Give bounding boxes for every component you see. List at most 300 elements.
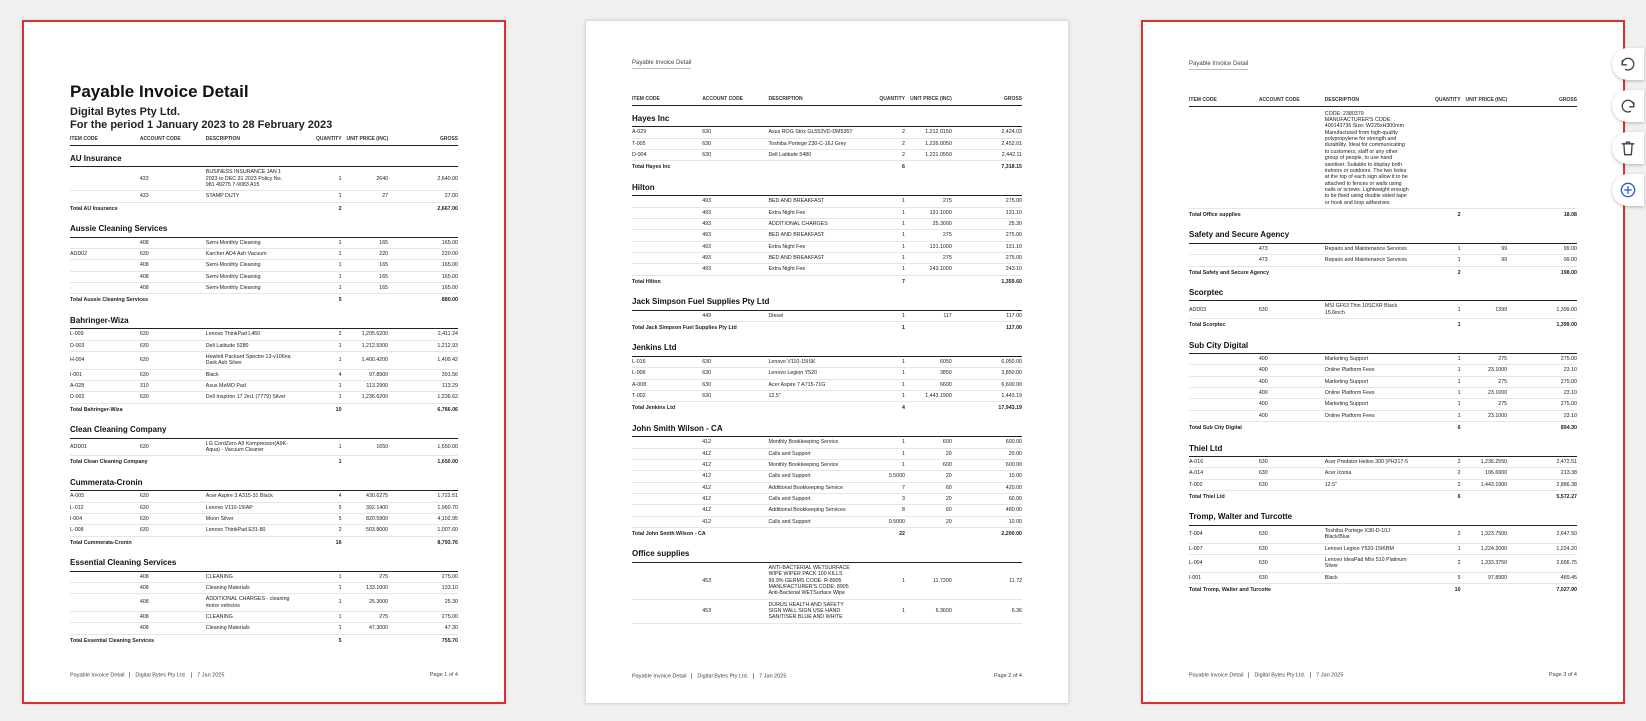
column-header-account-code: ACCOUNT CODE [140, 137, 206, 145]
total-price [342, 202, 389, 216]
group-total-row [632, 528, 1022, 542]
item-code: A-029 [632, 127, 702, 138]
quantity: 1 [1410, 399, 1460, 410]
description: Monthly Bookkeeping Service [768, 437, 854, 448]
item-code [1189, 399, 1259, 410]
account-code: 630 [140, 369, 206, 380]
total-label: Total AU Insurance [70, 205, 118, 212]
unit-price: 1,236.6200 [342, 392, 389, 403]
table-row [70, 249, 458, 260]
supplier-name: Safety and Secure Agency [1189, 222, 1577, 243]
quantity: 1 [854, 196, 905, 207]
gross: 2,886.38 [1507, 479, 1577, 490]
total-price [1461, 491, 1508, 505]
gross: 275.00 [1507, 376, 1577, 387]
page-footer [1189, 672, 1577, 678]
account-code: 630 [140, 329, 206, 340]
total-label: Total Office supplies [1189, 211, 1241, 218]
quantity: 1 [1410, 255, 1460, 266]
account-code: 630 [140, 438, 206, 456]
total-quantity: 6 [1457, 494, 1461, 501]
total-price [1461, 319, 1508, 333]
quantity: 0.5000 [854, 516, 905, 527]
table-row [70, 340, 458, 351]
account-code: 630 [1259, 543, 1325, 554]
account-code: 400 [1259, 365, 1325, 376]
account-code: 449 [702, 310, 768, 321]
unit-price: 220 [342, 249, 389, 260]
table-row [70, 191, 458, 202]
quantity: 2 [1410, 457, 1460, 468]
unit-price: 6600 [905, 379, 952, 390]
gross: 1,212.93 [388, 340, 458, 351]
group-total-row [70, 202, 458, 216]
account-code: 412 [702, 448, 768, 459]
supplier-name: Hilton [632, 175, 1022, 196]
table-row [632, 505, 1022, 516]
item-code [70, 283, 140, 294]
total-quantity: 2 [338, 205, 342, 212]
gross: 20.00 [952, 448, 1022, 459]
item-code [632, 219, 702, 230]
quantity: 1 [1410, 243, 1460, 254]
total-label: Total Thiel Ltd [1189, 494, 1225, 501]
total-gross: 894.30 [1560, 425, 1577, 432]
description: Calls and Support [768, 493, 854, 504]
description: Extra Night Fee [768, 241, 854, 252]
gross: 131.10 [952, 241, 1022, 252]
table-row [1189, 399, 1577, 410]
account-code: 630 [702, 390, 768, 401]
unit-price: 3850 [905, 368, 952, 379]
account-code: 473 [1259, 243, 1325, 254]
total-label: Total Scorptec [1189, 322, 1226, 329]
unit-price: 99 [1461, 243, 1508, 254]
item-code [1189, 243, 1259, 254]
item-code [632, 310, 702, 321]
account-code: 412 [702, 505, 768, 516]
gross: 23.10 [1507, 365, 1577, 376]
item-code [70, 237, 140, 248]
gross: 213.38 [1507, 468, 1577, 479]
delete-page-button[interactable] [1612, 132, 1644, 164]
description: Dell Latitude 5280 [206, 340, 291, 351]
rotate-clockwise-button[interactable] [1612, 90, 1644, 122]
description: Lenovo V110-15IAP [206, 502, 291, 513]
total-label: Total Jack Simpson Fuel Supplies Pty Ltd [632, 325, 737, 331]
unit-price: 1,212.9300 [342, 340, 389, 351]
description: Acer Aspire 7 A715-71G [768, 379, 854, 390]
table-row [1189, 410, 1577, 421]
description: Calls and Support [768, 471, 854, 482]
supplier-group-header [632, 289, 1022, 310]
table-row [70, 392, 458, 403]
column-header-quantity: QUANTITY [291, 137, 341, 145]
total-label: Total Cummerata-Cronin [70, 539, 132, 546]
quantity: 2 [291, 329, 341, 340]
description: Diesel [768, 310, 854, 321]
account-code: 630 [140, 491, 206, 502]
quantity: 1 [854, 390, 905, 401]
quantity: 1 [291, 249, 341, 260]
gross: 6,050.00 [952, 356, 1022, 367]
gross: 165.00 [388, 283, 458, 294]
page-thumbnail-2[interactable] [585, 20, 1069, 704]
total-price [1461, 208, 1508, 222]
account-code: 630 [140, 525, 206, 536]
supplier-name: Office supplies [632, 541, 1022, 562]
table-row [1189, 468, 1577, 479]
header-row [632, 97, 1022, 105]
gross: 275.00 [952, 196, 1022, 207]
page-footer [70, 672, 458, 678]
quantity: 1 [291, 271, 341, 282]
plus-circle-icon [1618, 180, 1638, 200]
supplier-name: Jenkins Ltd [632, 335, 1022, 356]
table-row [632, 482, 1022, 493]
description: Semi-Monthly Cleaning [206, 260, 291, 271]
account-code: 630 [1259, 457, 1325, 468]
running-header: Payable Invoice Detail [1189, 61, 1248, 70]
quantity: 1 [1410, 365, 1460, 376]
quantity: 1 [854, 459, 905, 470]
table-row [70, 491, 458, 502]
account-code: 433 [140, 167, 206, 191]
unit-price: 23.1000 [1461, 365, 1508, 376]
account-code: 630 [702, 356, 768, 367]
description: Lenovo V110-15ISK [768, 356, 854, 367]
account-code: 493 [702, 253, 768, 264]
table-row [632, 241, 1022, 252]
item-code: L-007 [1189, 543, 1259, 554]
table-row [632, 127, 1022, 138]
total-price [905, 322, 952, 336]
description: Hewlett Packard Spectre 13-v106na Dark Ash Silver [206, 352, 291, 370]
item-code [632, 505, 702, 516]
table-row [70, 329, 458, 340]
description: Toshiba Portege Z30-C-16J Grey [768, 138, 854, 149]
group-total-row [1189, 208, 1577, 222]
item-code: H-004 [70, 352, 140, 370]
account-code: 493 [702, 219, 768, 230]
quantity: 2 [1410, 526, 1460, 544]
gross: 480.00 [952, 505, 1022, 516]
account-code: 493 [702, 230, 768, 241]
quantity: 2 [1410, 555, 1460, 573]
supplier-group-header [632, 335, 1022, 356]
description: BED AND BREAKFAST [768, 196, 854, 207]
item-code: T-002 [1189, 479, 1259, 490]
group-total-row [1189, 266, 1577, 280]
gross: 275.00 [1507, 354, 1577, 365]
unit-price: 99 [1461, 255, 1508, 266]
item-code [1189, 354, 1259, 365]
unit-price: 243.1000 [905, 264, 952, 275]
table-row [1189, 457, 1577, 468]
account-code: 400 [1259, 410, 1325, 421]
item-code: D-002 [70, 392, 140, 403]
total-quantity: 1 [338, 459, 342, 466]
description: Toshiba Portege X30-D-10J Black/Blue [1325, 526, 1410, 544]
account-code: 400 [1259, 388, 1325, 399]
item-code [1189, 376, 1259, 387]
footer-date: 7 Jan 2025 [1316, 672, 1344, 678]
account-code: 473 [1259, 255, 1325, 266]
unit-price: 1,333.3750 [1461, 555, 1508, 573]
account-code: 412 [702, 459, 768, 470]
unit-price: 60 [905, 505, 952, 516]
quantity: 1 [854, 264, 905, 275]
unit-price: 165 [342, 283, 389, 294]
gross: 2,666.75 [1507, 555, 1577, 573]
table-row [632, 230, 1022, 241]
description: Online Platform Fees [1325, 365, 1410, 376]
gross: 600.00 [952, 459, 1022, 470]
footer-report: Payable Invoice Detail [632, 673, 687, 679]
column-header-quantity: QUANTITY [854, 97, 905, 105]
quantity: 1 [291, 381, 341, 392]
unit-price: 25.3000 [342, 594, 389, 612]
account-code: 408 [140, 582, 206, 593]
item-code: ADD02 [70, 249, 140, 260]
item-code [70, 582, 140, 593]
gross: 99.00 [1507, 255, 1577, 266]
account-code: 412 [702, 471, 768, 482]
account-code: 453 [702, 562, 768, 599]
table-body [632, 105, 1022, 623]
account-code: 630 [702, 368, 768, 379]
description: Acer Predator Helios 300 (PH317-5 [1325, 457, 1410, 468]
group-total-row [632, 275, 1022, 289]
trash-icon [1618, 138, 1638, 158]
account-code [1259, 106, 1325, 208]
description: Karcher AD4 Ash Vacuum [206, 249, 291, 260]
unit-price: 97.8900 [1461, 572, 1508, 583]
group-total-row [632, 161, 1022, 175]
description: Semi-Monthly Cleaning [206, 283, 291, 294]
supplier-group-header [1189, 333, 1577, 354]
column-header-description: DESCRIPTION [768, 97, 854, 105]
unit-price: 20 [905, 493, 952, 504]
total-gross: 6,766.06 [437, 406, 458, 413]
table-row [1189, 354, 1577, 365]
column-header-quantity: QUANTITY [1410, 98, 1460, 106]
gross: 275.00 [388, 611, 458, 622]
item-code [632, 448, 702, 459]
account-code: 630 [702, 138, 768, 149]
item-code [70, 271, 140, 282]
total-quantity: 2 [1457, 211, 1461, 218]
unit-price: 2640 [342, 167, 389, 191]
item-code [1189, 388, 1259, 399]
total-price [905, 528, 952, 542]
group-total-row [70, 294, 458, 308]
total-label: Total John Smith Wilson - CA [632, 531, 706, 537]
supplier-group-header [1189, 504, 1577, 525]
quantity: 3 [854, 493, 905, 504]
total-label: Total Essential Cleaning Services [70, 637, 155, 644]
quantity: 1 [854, 562, 905, 599]
item-code [632, 471, 702, 482]
unit-price: 275 [342, 611, 389, 622]
gross: 23.10 [1507, 410, 1577, 421]
table-row [70, 502, 458, 513]
quantity: 2 [1410, 468, 1460, 479]
unit-price: 1,226.0050 [905, 138, 952, 149]
description: Dell Latitude 5480 [768, 150, 854, 161]
total-gross: 755.70 [441, 637, 458, 644]
account-code: 630 [702, 127, 768, 138]
page-thumbnail-1[interactable] [22, 20, 506, 704]
unit-price: 27 [342, 191, 389, 202]
table-row [632, 310, 1022, 321]
account-code: 630 [140, 502, 206, 513]
description: Semi-Monthly Cleaning [206, 237, 291, 248]
table-row [632, 196, 1022, 207]
running-header: Payable Invoice Detail [632, 60, 691, 69]
unit-price: 275 [1461, 399, 1508, 410]
total-gross: 880.00 [441, 297, 458, 304]
rotate-counterclockwise-button[interactable] [1612, 48, 1644, 80]
quantity: 2 [291, 525, 341, 536]
unit-price: 165 [342, 271, 389, 282]
gross: 1,399.00 [1507, 301, 1577, 319]
total-quantity: 5 [338, 297, 342, 304]
item-code [1189, 106, 1259, 208]
item-code: I-001 [1189, 572, 1259, 583]
supplier-group-header [632, 105, 1022, 127]
page-content [70, 52, 458, 672]
footer-company: Digital Bytes Pty Ltd. [135, 672, 187, 678]
table-row [632, 253, 1022, 264]
description: Lenovo ThinkPad E31-80 [206, 525, 291, 536]
quantity: 2 [1410, 479, 1460, 490]
description: Repairs and Maintenance Services [1325, 243, 1410, 254]
gross: 10.00 [952, 471, 1022, 482]
account-code: 408 [140, 623, 206, 634]
total-price [905, 161, 952, 175]
supplier-group-header [632, 416, 1022, 437]
unit-price: 1,400.4200 [342, 352, 389, 370]
quantity: 1 [291, 582, 341, 593]
table-row [1189, 301, 1577, 319]
quantity: 5 [1410, 572, 1460, 583]
supplier-group-header [1189, 436, 1577, 457]
unit-price: 6.3600 [905, 599, 952, 623]
account-code: 412 [702, 516, 768, 527]
group-total-row [70, 456, 458, 470]
total-label: Total Clean Cleaning Company [70, 459, 148, 466]
gross: 6,600.00 [952, 379, 1022, 390]
unit-price: 275 [905, 196, 952, 207]
account-code: 412 [702, 493, 768, 504]
column-header-description: DESCRIPTION [206, 137, 291, 145]
add-page-button[interactable] [1612, 174, 1644, 206]
total-quantity: 10 [1454, 587, 1461, 594]
item-code: T-002 [632, 390, 702, 401]
item-code: T-004 [1189, 526, 1259, 544]
unit-price: 600 [905, 437, 952, 448]
unit-price: 165 [342, 260, 389, 271]
table-body [1189, 106, 1577, 597]
table-row [70, 513, 458, 524]
account-code: 408 [140, 571, 206, 582]
description: CLEANING [206, 571, 291, 582]
item-code: A-008 [632, 379, 702, 390]
page-thumbnail-3[interactable] [1141, 20, 1625, 704]
item-code [632, 437, 702, 448]
quantity: 1 [291, 260, 341, 271]
table-row [1189, 243, 1577, 254]
total-label: Total Hilton [632, 278, 661, 285]
total-label: Total Hayes Inc [632, 164, 671, 171]
quantity: 8 [854, 505, 905, 516]
total-quantity: 6 [902, 164, 905, 171]
item-code [632, 196, 702, 207]
gross: 1,224.20 [1507, 543, 1577, 554]
table-row [632, 264, 1022, 275]
unit-price: 20 [905, 516, 952, 527]
gross: 1,722.51 [388, 491, 458, 502]
description: Asus MeMO Pad [206, 381, 291, 392]
footer-report: Payable Invoice Detail [70, 672, 125, 678]
account-code: 412 [702, 482, 768, 493]
table-row [70, 611, 458, 622]
table-row [70, 352, 458, 370]
item-code [632, 230, 702, 241]
quantity: 1 [291, 167, 341, 191]
table-row [70, 623, 458, 634]
item-code [632, 207, 702, 218]
total-gross: 1,359.60 [1001, 278, 1022, 285]
table-row [632, 599, 1022, 623]
column-header-gross: GROSS [1507, 98, 1577, 106]
table-row [1189, 365, 1577, 376]
account-code: 630 [1259, 301, 1325, 319]
item-code: A-028 [70, 381, 140, 392]
description: Extra Night Fee [768, 264, 854, 275]
header-row [70, 137, 458, 145]
group-total-row [1189, 422, 1577, 436]
unit-price: 1,224.2000 [1461, 543, 1508, 554]
quantity: 2 [854, 138, 905, 149]
quantity: 1 [854, 207, 905, 218]
description: DURUS HEALTH AND SAFETY SIGN WALL SIGN USE HAND SANITISER BLUE AND WHITE [768, 599, 854, 623]
total-price [342, 536, 389, 550]
gross: 47.30 [388, 623, 458, 634]
table-row [70, 237, 458, 248]
account-code: 408 [140, 611, 206, 622]
description: 12.5" [768, 390, 854, 401]
table-header [632, 97, 1022, 105]
gross: 600.00 [952, 437, 1022, 448]
gross: 1,960.70 [388, 502, 458, 513]
total-gross: 117.00 [1006, 325, 1022, 331]
group-total-row [1189, 491, 1577, 505]
supplier-name: Cummerata-Cronin [70, 470, 458, 491]
rotate-cw-icon [1618, 96, 1638, 116]
supplier-group-header [1189, 280, 1577, 301]
quantity: 5 [291, 502, 341, 513]
total-gross: 1,399.00 [1556, 322, 1577, 329]
description: ADDITIONAL CHARGES - cleaning motor vehicles [206, 594, 291, 612]
column-header-item-code: ITEM CODE [1189, 98, 1259, 106]
page-actions-toolbar [1612, 48, 1646, 216]
item-code [632, 241, 702, 252]
quantity: 1 [854, 368, 905, 379]
quantity: 1 [1410, 410, 1460, 421]
unit-price: 503.8000 [342, 525, 389, 536]
